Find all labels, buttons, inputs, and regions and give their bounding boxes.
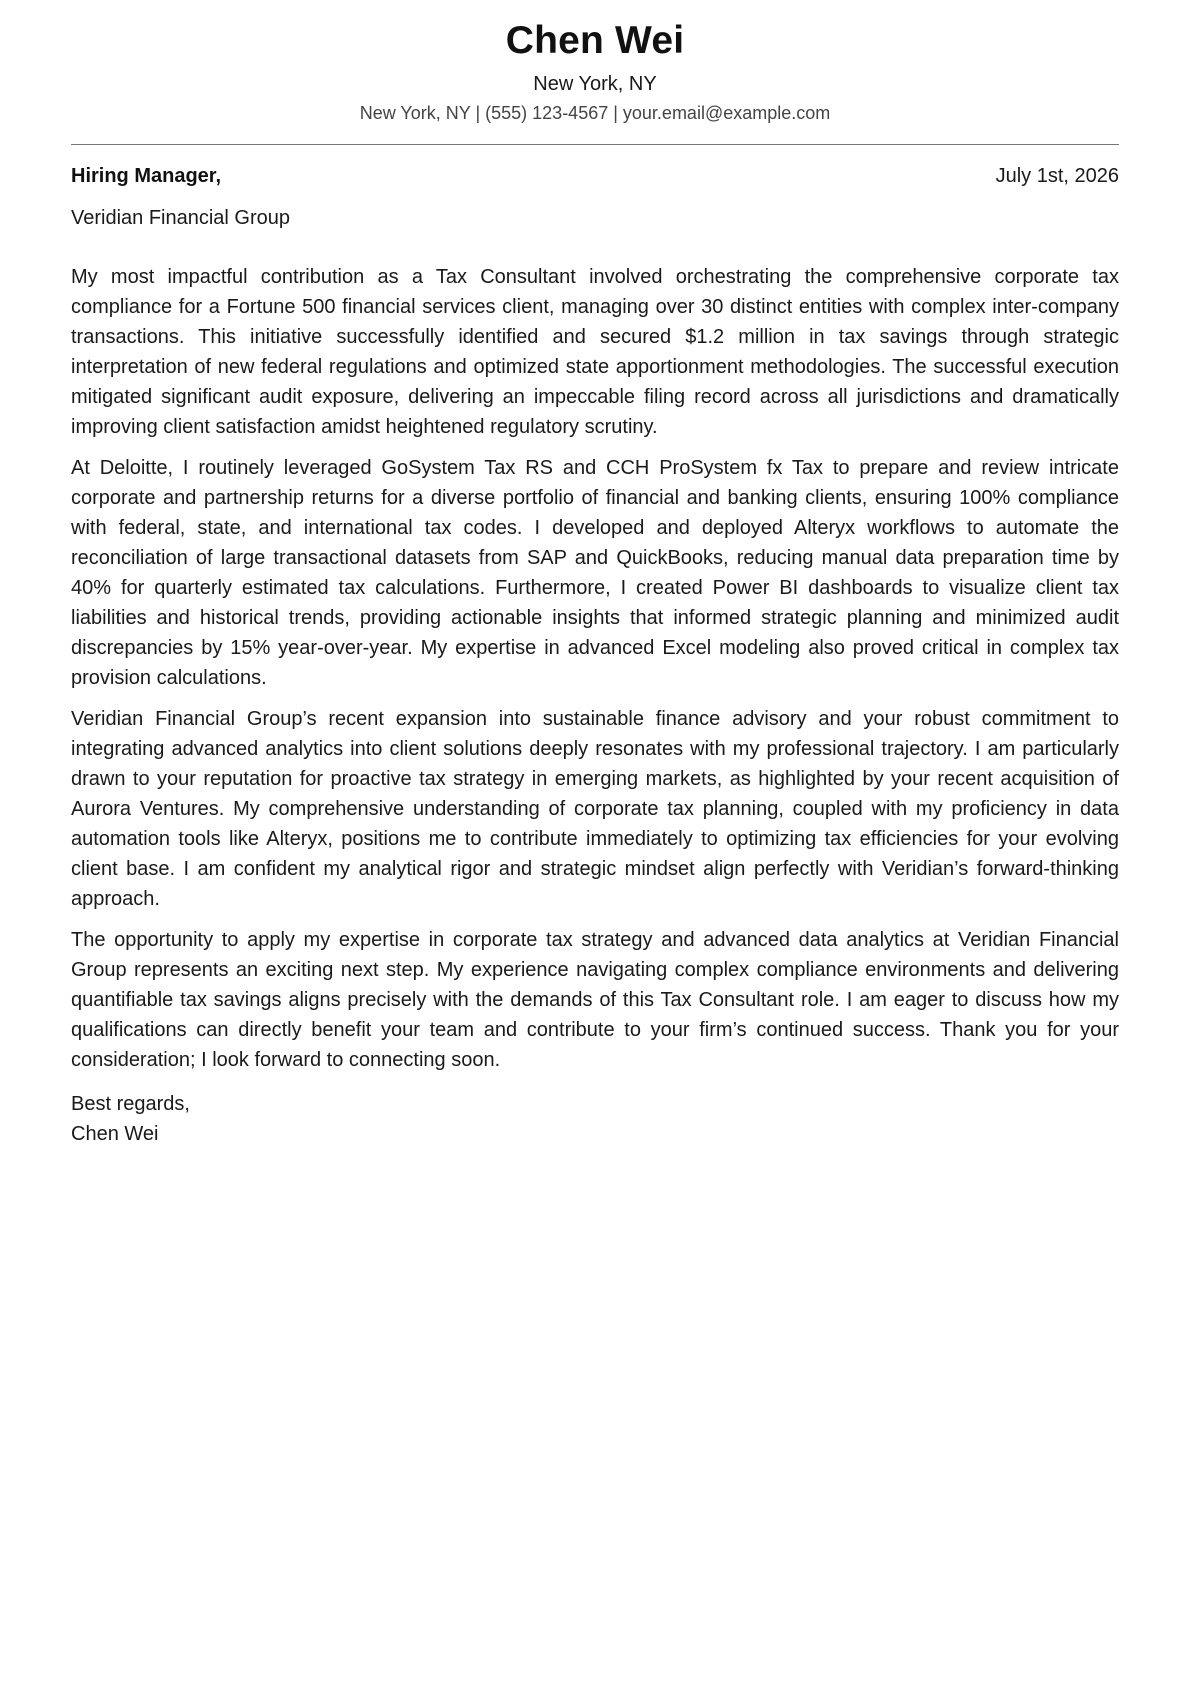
body-paragraph: At Deloitte, I routinely leveraged GoSystem Tax RS and CCH ProSystem fx Tax to prepare and review intricate corporate and partnership returns for a diverse portfolio of financial and banking clients, ensuring 100% compliance with federal, state, and international tax codes. I developed and deployed Alteryx workflows to automate the reconciliation of large transactional datasets from SAP and QuickBooks, reducing manual data preparation time by 40% for quarterly estimated tax calculations. Furthermore, I created Power BI dashboards to visualize client tax liabilities and historical trends, providing actionable insights that informed strategic planning and minimized audit discrepancies by 15% year-over-year. My expertise in advanced Excel modeling also proved critical in complex tax provision calculations. — [71, 457, 1119, 689]
letter-header — [71, 0, 1119, 126]
header-divider — [71, 144, 1119, 145]
contact-line: New York, NY | (555) 123-4567 | your.email@example.com — [359, 103, 831, 123]
closing-phrase: Best regards, — [71, 1093, 190, 1115]
body-paragraph: The opportunity to apply my expertise in corporate tax strategy and advanced data analytics at Veridian Financial Group represents an exciting next step. My experience navigating complex compliance environments and delivering quantifiable tax savings aligns precisely with the demands of this Tax Consultant role. I am eager to discuss how my qualifications can directly benefit your team and contribute to your firm’s continued success. Thank you for your consideration; I look forward to connecting soon. — [71, 929, 1119, 1071]
recipient-date-row — [71, 162, 1119, 190]
letter-body — [71, 262, 1119, 1075]
body-paragraph: My most impactful contribution as a Tax Consultant involved orchestrating the comprehensive corporate tax compliance for a Fortune 500 financial services client, managing over 30 distinct entities with complex inter-company transactions. This initiative successfully identified and secured $1.2 million in tax savings through strategic interpretation of new federal regulations and optimized state apportionment methodologies. The successful execution mitigated significant audit exposure, delivering an impeccable filing record across all jurisdictions and dramatically improving client satisfaction amidst heightened regulatory scrutiny. — [71, 266, 1119, 438]
applicant-name: Chen Wei — [505, 19, 685, 62]
signature-name: Chen Wei — [71, 1123, 159, 1145]
applicant-location: New York, NY — [533, 73, 657, 95]
letter-date: July 1st, 2026 — [995, 165, 1119, 187]
recipient-company: Veridian Financial Group — [71, 207, 291, 229]
recipient-salutation: Hiring Manager, — [71, 165, 222, 187]
body-paragraph: Veridian Financial Group’s recent expansion into sustainable finance advisory and your robust commitment to integrating advanced analytics into client solutions deeply resonates with my professional trajectory. I am particularly drawn to your reputation for proactive tax strategy in emerging markets, as highlighted by your recent acquisition of Aurora Ventures. My comprehensive understanding of corporate tax planning, coupled with my proficiency in data automation tools like Alteryx, positions me to contribute immediately to optimizing tax efficiencies for your evolving client base. I am confident my analytical rigor and strategic mindset align perfectly with Veridian’s forward-thinking approach. — [71, 708, 1119, 910]
letter-closing-block — [71, 1089, 1119, 1149]
